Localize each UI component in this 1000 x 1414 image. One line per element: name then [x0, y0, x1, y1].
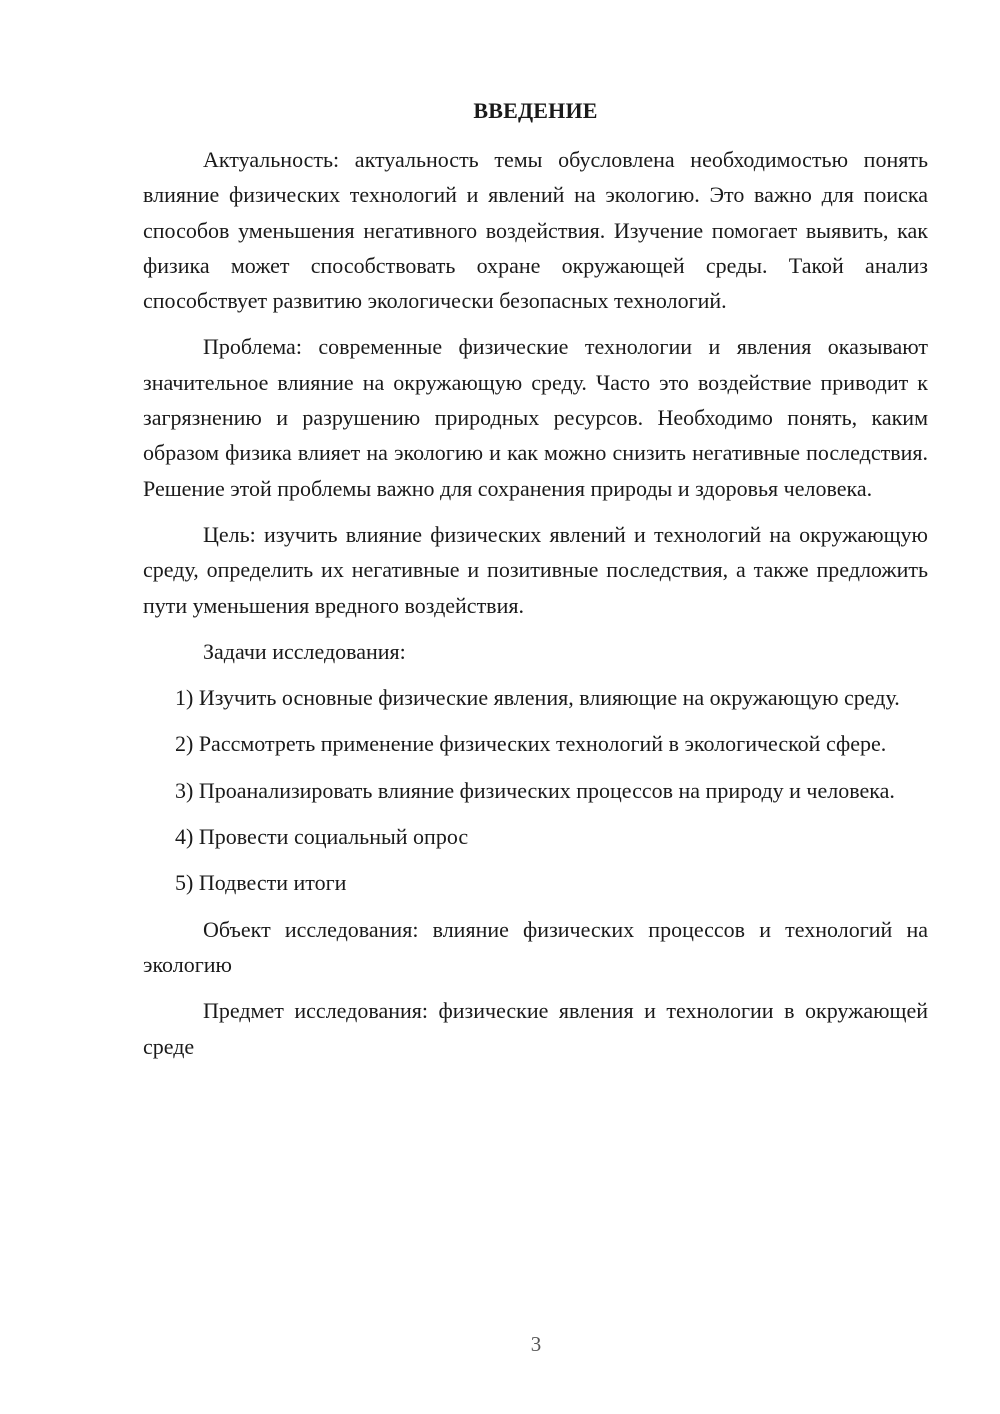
- paragraph-subject: Предмет исследования: физические явления и технологии в окружающей среде: [143, 998, 928, 1059]
- paragraph-relevance: Актуальность: актуальность темы обусловлена необходимостью понять влияние физических технологий и явлений на экологию. Это важно для поиска способов уменьшения негативного воздействия. Изучение помогает выявить, как физика может способствовать охране окружающей среды. Такой анализ способствует развитию экологически безопасных технологий.: [143, 147, 928, 314]
- page-number: 3: [530, 1332, 542, 1356]
- document-page: [143, 95, 928, 1064]
- task-item-5: 5) Подвести итоги: [175, 870, 347, 896]
- paragraph-object: Объект исследования: влияние физических процессов и технологий на экологию: [143, 916, 928, 977]
- paragraph-problem: Проблема: современные физические технологии и явления оказывают значительное влияние на окружающую среду. Часто это воздействие приводит к загрязнению и разрушению природных ресурсов. Необходимо понять, каким образом физика влияет на экологию и как можно снизить негативные последствия. Решение этой проблемы важно для сохранения природы и здоровья человека.: [143, 334, 928, 501]
- task-item-2: 2) Рассмотреть применение физических технологий в экологической сфере.: [175, 731, 887, 757]
- task-item-3: 3) Проанализировать влияние физических процессов на природу и человека.: [175, 777, 895, 803]
- task-item-1: 1) Изучить основные физические явления, влияющие на окружающую среду.: [175, 685, 900, 711]
- task-item-4: 4) Провести социальный опрос: [175, 824, 469, 850]
- paragraph-goal: Цель: изучить влияние физических явлений и технологий на окружающую среду, определить их негативные и позитивные последствия, а также предложить пути уменьшения вредного воздействия.: [143, 521, 928, 618]
- tasks-heading: Задачи исследования:: [203, 638, 406, 664]
- document-title: ВВЕДЕНИЕ: [473, 98, 598, 123]
